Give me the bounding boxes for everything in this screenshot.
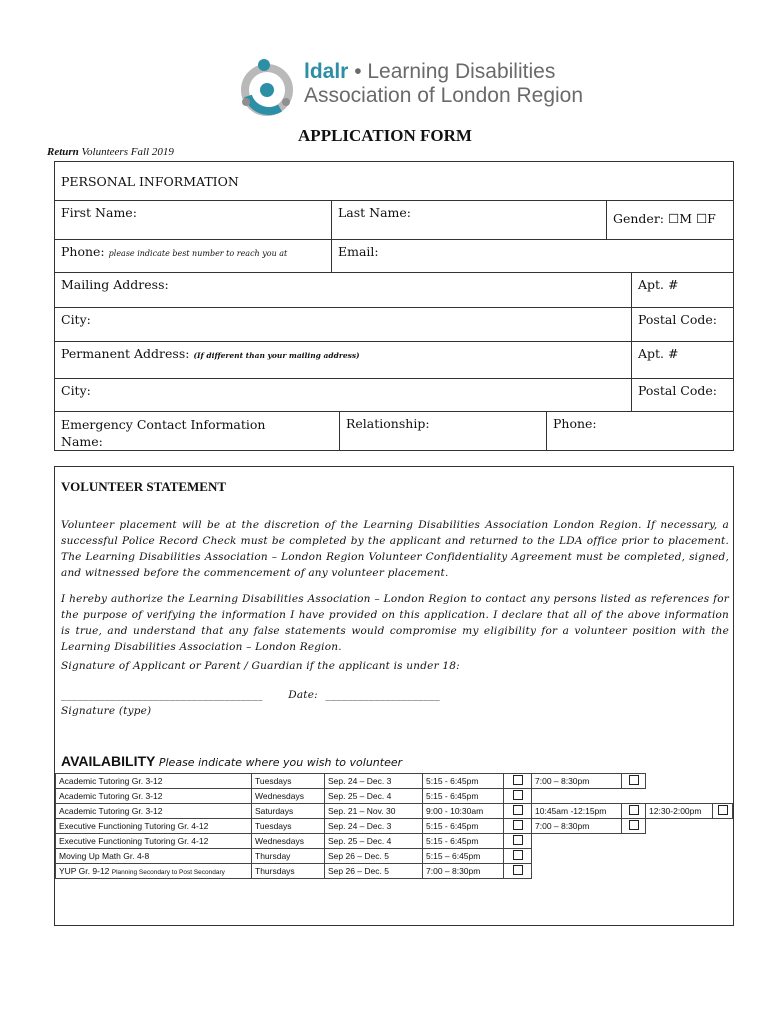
checkbox-icon: [629, 820, 639, 830]
availability-heading: AVAILABILITY: [61, 753, 156, 769]
time-checkbox[interactable]: [504, 789, 532, 804]
program-name: YUP Gr. 9-12: [59, 866, 110, 876]
time-checkbox[interactable]: [504, 804, 532, 819]
signature-prompt: Signature of Applicant or Parent / Guardian if the applicant is under 18:: [61, 660, 460, 672]
empty-cell: [646, 774, 713, 789]
time-checkbox[interactable]: [713, 804, 733, 819]
empty-cell: [713, 849, 733, 864]
time-cell: 5:15 - 6:45pm: [423, 789, 504, 804]
signature-input-line[interactable]: _____________________________________: [61, 689, 263, 701]
empty-cell: [713, 864, 733, 879]
empty-cell: [713, 789, 733, 804]
checkbox-icon: [513, 865, 523, 875]
table-row: [56, 804, 733, 819]
program-subtitle: Planning Secondary to Post Secondary: [111, 869, 225, 876]
emergency-name-label: Name:: [61, 434, 103, 449]
empty-cell: [646, 789, 713, 804]
form-title: APPLICATION FORM: [298, 126, 472, 145]
table-row: [56, 849, 733, 864]
time-cell: 5:15 – 6:45pm: [423, 849, 504, 864]
date-label: Date:: [288, 689, 318, 701]
empty-cell: [622, 834, 646, 849]
apt-field-2[interactable]: Apt. #: [631, 341, 734, 379]
checkbox-icon: [629, 775, 639, 785]
empty-cell: [532, 789, 622, 804]
day-cell: Tuesdays: [252, 819, 325, 834]
day-cell: Tuesdays: [252, 774, 325, 789]
time-cell: 7:00 – 8:30pm: [532, 819, 622, 834]
city-field-2[interactable]: City:: [54, 378, 734, 412]
day-cell: Wednesdays: [252, 834, 325, 849]
dates-cell: Sep. 24 – Dec. 3: [325, 774, 423, 789]
dates-cell: Sep. 25 – Dec. 4: [325, 834, 423, 849]
availability-note: Please indicate where you wish to volunteer: [155, 756, 403, 769]
availability-heading-row: [61, 753, 402, 771]
checkbox-icon: [513, 850, 523, 860]
empty-cell: [532, 864, 622, 879]
program-cell: Executive Functioning Tutoring Gr. 4-12: [56, 834, 252, 849]
time-checkbox[interactable]: [504, 849, 532, 864]
checkbox-icon: [513, 820, 523, 830]
program-cell: Academic Tutoring Gr. 3-12: [56, 804, 252, 819]
empty-cell: [646, 834, 713, 849]
empty-cell: [622, 849, 646, 864]
dates-cell: Sep 26 – Dec. 5: [325, 849, 423, 864]
time-checkbox[interactable]: [504, 819, 532, 834]
empty-cell: [646, 819, 713, 834]
time-checkbox[interactable]: [622, 774, 646, 789]
phone-note: please indicate best number to reach you at: [108, 249, 288, 258]
dates-cell: Sep 26 – Dec. 5: [325, 864, 423, 879]
empty-cell: [532, 849, 622, 864]
program-cell: Academic Tutoring Gr. 3-12: [56, 789, 252, 804]
statement-paragraph-1: Volunteer placement will be at the discretion of the Learning Disabilities Association London Region. If necessary, a successful Police Record Check must be completed by the applicant and returned to the LDA office prior to placement. The Learning Disabilities Association – London Region Volunteer Confidentiality Agreement must be completed, signed, and witnessed before the commencement of any volunteer placement.: [61, 519, 729, 579]
empty-cell: [713, 819, 733, 834]
mailing-address-field[interactable]: Mailing Address:: [54, 272, 734, 308]
statement-paragraph-2: I hereby authorize the Learning Disabilities Association – London Region to contact any persons listed as references for the purpose of verifying the information I have provided on this application. I declare that all of the above information is true, and understand that any false statements would compromise my eligibility for a volunteer position with the Learning Disabilities Association – London Region.: [61, 593, 729, 653]
logo-brand: ldalr: [304, 60, 349, 83]
postal-code-field-1[interactable]: Postal Code:: [631, 307, 734, 342]
day-cell: Wednesdays: [252, 789, 325, 804]
gender-field[interactable]: Gender: ☐M ☐F: [606, 200, 734, 240]
form-subtitle: [47, 146, 174, 158]
emergency-contact-label: Emergency Contact Information: [61, 417, 266, 432]
checkbox-icon: [513, 790, 523, 800]
phone-field[interactable]: [54, 239, 332, 273]
logo-line1: • Learning Disabilities: [348, 60, 556, 83]
email-field[interactable]: Email:: [331, 239, 734, 273]
availability-table: [55, 773, 733, 879]
program-cell: [56, 864, 252, 879]
first-name-field[interactable]: First Name:: [54, 200, 332, 240]
time-cell: 5:15 - 6:45pm: [423, 774, 504, 789]
day-cell: Thursday: [252, 849, 325, 864]
table-row: [56, 789, 733, 804]
time-cell: 5:15 - 6:45pm: [423, 819, 504, 834]
dates-cell: Sep. 25 – Dec. 4: [325, 789, 423, 804]
city-field-1[interactable]: City:: [54, 307, 734, 342]
checkbox-icon: [513, 805, 523, 815]
last-name-field[interactable]: Last Name:: [331, 200, 734, 240]
checkbox-icon: [513, 835, 523, 845]
program-cell: Executive Functioning Tutoring Gr. 4-12: [56, 819, 252, 834]
time-checkbox[interactable]: [504, 774, 532, 789]
day-cell: Thursdays: [252, 864, 325, 879]
time-cell: 7:00 – 8:30pm: [532, 774, 622, 789]
subtitle-rest: Volunteers Fall 2019: [78, 146, 174, 158]
time-checkbox[interactable]: [504, 864, 532, 879]
permanent-address-note: (If different than your mailing address): [193, 351, 360, 360]
personal-info-header: PERSONAL INFORMATION: [54, 161, 734, 201]
time-checkbox[interactable]: [504, 834, 532, 849]
program-cell: Academic Tutoring Gr. 3-12: [56, 774, 252, 789]
volunteer-statement-heading: VOLUNTEER STATEMENT: [61, 479, 227, 494]
table-row: [56, 864, 733, 879]
time-cell: 7:00 – 8:30pm: [423, 864, 504, 879]
time-cell: 9:00 - 10:30am: [423, 804, 504, 819]
phone-label: Phone:: [61, 244, 105, 259]
empty-cell: [646, 849, 713, 864]
time-checkbox[interactable]: [622, 819, 646, 834]
logo-emblem-icon: [236, 56, 298, 120]
postal-code-field-2[interactable]: Postal Code:: [631, 378, 734, 412]
table-row: [56, 834, 733, 849]
day-cell: Saturdays: [252, 804, 325, 819]
signature-line-row: [61, 687, 729, 703]
dates-cell: Sep. 24 – Dec. 3: [325, 819, 423, 834]
signature-type-label: Signature (type): [61, 705, 152, 717]
table-row: [56, 774, 733, 789]
checkbox-icon: [718, 805, 728, 815]
organization-logo: [236, 56, 584, 120]
table-row: [56, 819, 733, 834]
date-input-line[interactable]: _____________________: [325, 689, 440, 701]
empty-cell: [713, 774, 733, 789]
volunteer-statement-section: [54, 466, 734, 926]
permanent-address-label: Permanent Address:: [61, 346, 190, 361]
emergency-phone-field[interactable]: Phone:: [546, 411, 734, 451]
logo-line2: Association of London Region: [304, 84, 584, 107]
checkbox-icon: [629, 805, 639, 815]
empty-cell: [622, 789, 646, 804]
time-cell: 12:30-2:00pm: [646, 804, 713, 819]
subtitle-bold: Return: [47, 146, 79, 158]
relationship-field[interactable]: Relationship:: [339, 411, 547, 451]
time-checkbox[interactable]: [622, 804, 646, 819]
dates-cell: Sep. 21 – Nov. 30: [325, 804, 423, 819]
empty-cell: [646, 864, 713, 879]
apt-field-1[interactable]: Apt. #: [631, 272, 734, 308]
time-cell: 10:45am -12:15pm: [532, 804, 622, 819]
checkbox-icon: [513, 775, 523, 785]
emergency-contact-field[interactable]: [54, 411, 340, 451]
time-cell: 5:15 - 6:45pm: [423, 834, 504, 849]
empty-cell: [532, 834, 622, 849]
empty-cell: [622, 864, 646, 879]
program-cell: Moving Up Math Gr. 4-8: [56, 849, 252, 864]
empty-cell: [713, 834, 733, 849]
